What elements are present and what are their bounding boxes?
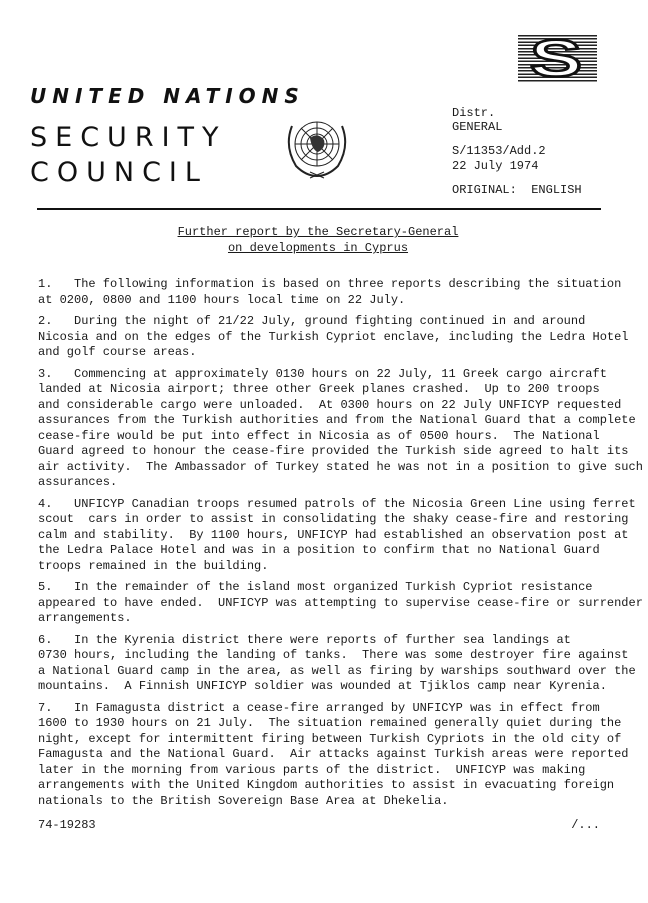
header-divider — [37, 208, 601, 210]
un-emblem-icon — [280, 112, 354, 182]
paragraph-line: 6. In the Kyrenia district there were reports of further sea landings at — [38, 632, 571, 647]
paragraph-line: nationals to the British Sovereign Base Area at Dhekelia. — [38, 793, 449, 808]
paragraph-line: mountains. A Finnish UNFICYP soldier was wounded at Tjiklos camp near Kyrenia. — [38, 679, 607, 693]
paragraph-line: air activity. The Ambassador of Turkey stated he was not in a position to give such — [38, 459, 643, 474]
paragraph-line: 1. The following information is based on three reports describing the situation — [38, 277, 622, 291]
title-text-2: on developments in Cyprus — [227, 241, 409, 255]
paragraph-line: calm and stability. By 1100 hours, UNFICYP had established an observation post at — [38, 527, 629, 542]
paragraph-line: and golf course areas. — [38, 345, 197, 359]
document-number: 74-19283 — [38, 818, 96, 832]
report-body — [38, 277, 643, 809]
paragraph-line: 7. In Famagusta district a cease-fire arranged by UNFICYP was in effect from — [38, 700, 600, 715]
paragraph-line: Guard agreed to honour the cease-fire provided the Turkish side agreed to halt its — [38, 444, 629, 458]
paragraph-line: Nicosia and on the edges of the Turkish Cypriot enclave, including the Ledra Hotel — [38, 329, 629, 344]
continued-marker: /... — [571, 818, 600, 832]
page-footer — [38, 817, 600, 833]
paragraph-line: 2. During the night of 21/22 July, ground fighting continued in and around — [38, 314, 586, 328]
paragraph-line: 5. In the remainder of the island most organized Turkish Cypriot resistance — [38, 580, 593, 594]
paragraph-line: later in the morning from various parts of the district. UNFICYP was making — [38, 762, 586, 777]
paragraph-line: assurances from the Turkish authorities and from the National Guard that a complete — [38, 413, 636, 427]
paragraph-5 — [38, 580, 643, 627]
distribution-label: Distr. — [452, 106, 496, 120]
paragraph-line: landed at Nicosia airport; three other Greek planes crashed. Up to 200 troops — [38, 382, 600, 396]
paragraph-line: arrangements. — [38, 611, 132, 625]
organ-name-line1: SECURITY — [30, 122, 227, 153]
original-language: ORIGINAL: ENGLISH — [452, 183, 582, 197]
paragraph-6 — [38, 633, 638, 695]
org-name: UNITED NATIONS — [30, 84, 305, 108]
paragraph-line: night, except for intermittent firing between Turkish Cypriots in the old city of — [38, 731, 622, 746]
paragraph-2 — [38, 314, 638, 361]
paragraph-line: a National Guard camp in the area, as well as firing by warships southward over the — [38, 663, 636, 678]
document-date: 22 July 1974 — [452, 159, 539, 173]
paragraph-line: 0730 hours, including the landing of tanks. There was some destroyer fire against — [38, 648, 629, 662]
paragraph-line: cease-fire would be put into effect in Nicosia as of 0500 hours. The National — [38, 428, 600, 443]
organ-name-line2: COUNCIL — [30, 157, 208, 188]
document-symbol: S/11353/Add.2 — [452, 144, 546, 158]
paragraph-line: 3. Commencing at approximately 0130 hours on 22 July, 11 Greek cargo aircraft — [38, 366, 607, 381]
paragraph-line: 1600 to 1930 hours on 21 July. The situation remained generally quiet during the — [38, 716, 622, 730]
paragraph-line: assurances. — [38, 475, 118, 489]
paragraph-line: troops remained in the building. — [38, 558, 269, 573]
paragraph-1 — [38, 277, 638, 308]
logo-letter: S — [530, 30, 583, 88]
paragraph-line: and considerable cargo were unloaded. At 0300 hours on 22 July UNFICYP requested — [38, 397, 622, 412]
paragraph-line: appeared to have ended. UNFICYP was attempting to supervise cease-fire or surrender — [38, 595, 643, 610]
report-title-line2 — [0, 241, 636, 255]
paragraph-line: scout cars in order to assist in consolidating the shaky cease-fire and restoring — [38, 512, 629, 526]
report-content — [38, 277, 643, 833]
paragraph-line: at 0200, 0800 and 1100 hours local time on 22 July. — [38, 292, 406, 307]
security-council-s-logo — [518, 30, 597, 88]
paragraph-3 — [38, 366, 643, 491]
paragraph-7 — [38, 701, 638, 810]
report-title-line1 — [0, 225, 636, 239]
paragraph-line: 4. UNFICYP Canadian troops resumed patrols of the Nicosia Green Line using ferret — [38, 496, 636, 511]
paragraph-line: the Ledra Palace Hotel and was in a position to confirm that no National Guard — [38, 543, 600, 557]
title-text-1: Further report by the Secretary-General — [177, 225, 459, 239]
distribution-value: GENERAL — [452, 120, 503, 134]
paragraph-line: arrangements with the United Kingdom authorities to assist in evacuating foreign — [38, 778, 615, 792]
paragraph-4 — [38, 497, 638, 575]
paragraph-line: Famagusta and the National Guard. Air attacks against Turkish areas were reported — [38, 747, 629, 761]
